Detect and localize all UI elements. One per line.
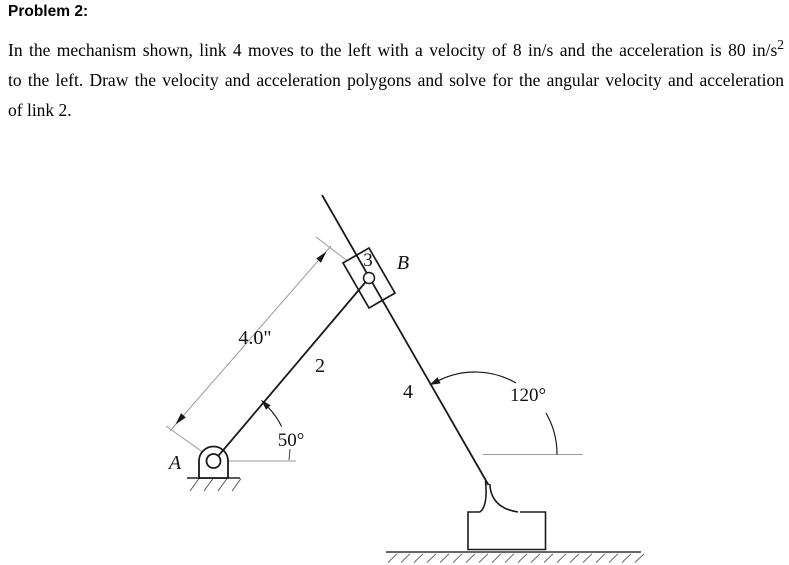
link4-base-fillet-right <box>490 484 518 512</box>
ground-hatching-bottom <box>388 554 644 563</box>
pin-b-circle <box>364 273 375 284</box>
problem-title: Problem 2: <box>8 3 89 20</box>
ground-hatching-pivot-a <box>190 479 241 492</box>
angle-50-label: 50° <box>277 430 305 451</box>
pin-a-circle <box>207 454 221 468</box>
link4-line <box>322 195 489 485</box>
dimension-label: 4.0" <box>238 327 272 349</box>
statement-line-3: of link 2. <box>8 100 72 120</box>
point-a-label: A <box>168 452 182 474</box>
link2-label: 2 <box>315 355 325 377</box>
link4-base-fillet-left <box>480 481 486 512</box>
point-b-label: B <box>396 252 410 274</box>
angle-120-arc-upper <box>439 372 516 383</box>
link4-label: 4 <box>403 381 413 403</box>
angle-120-arc-lower <box>546 413 557 455</box>
statement-line-2: to the left. Draw the velocity and acceleration polygons and solve for the angular velocity and acceleration <box>8 70 784 90</box>
link4-base-block <box>468 512 546 550</box>
statement-line-1-text: In the mechanism shown, link 4 moves to the left with a velocity of 8 in/s and the acceleration is 80 in/s <box>8 40 778 60</box>
angle-50-arc <box>268 408 281 427</box>
slider-3-label: 3 <box>363 250 373 271</box>
superscript-2: 2 <box>777 37 784 52</box>
angle-120-label: 120° <box>509 385 547 406</box>
